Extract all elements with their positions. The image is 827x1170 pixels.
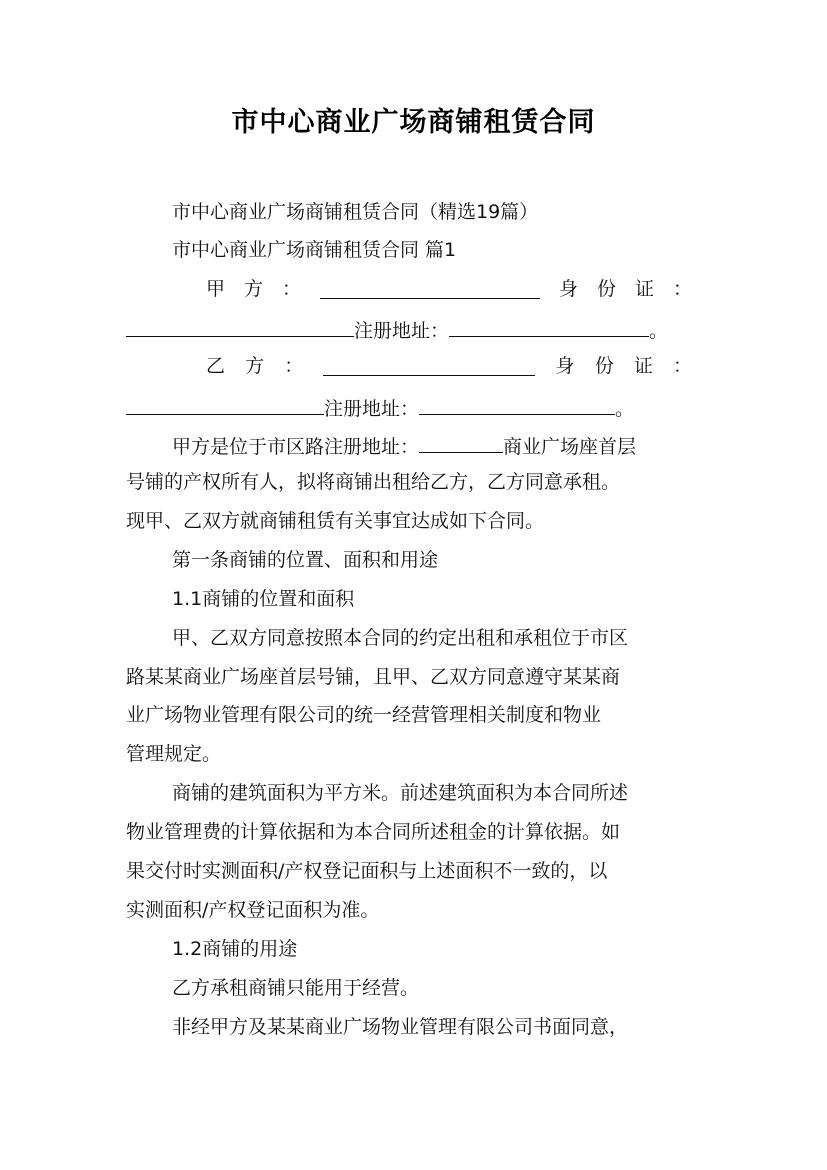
section-heading: 市中心商业广场商铺租赁合同 篇1: [172, 239, 457, 261]
subtitle-line: 市中心商业广场商铺租赁合同（精选19篇）: [172, 201, 539, 223]
paragraph-line: 非经甲方及某某商业广场物业管理有限公司书面同意，: [172, 1016, 629, 1038]
paragraph-text: 商业广场座首层: [503, 436, 637, 458]
paragraph-line: 业广场物业管理有限公司的统一经营管理相关制度和物业: [126, 704, 602, 726]
paragraph-line: 物业管理费的计算依据和为本合同所述租金的计算依据。如: [126, 821, 621, 843]
id-label-char: 身: [558, 278, 578, 300]
party-b-address-blank: [419, 396, 615, 415]
reg-address-label: 注册地址：: [354, 320, 450, 342]
id-label-char: 份: [594, 355, 614, 377]
party-a-line: [206, 280, 692, 299]
clause-heading: 1.2商铺的用途: [172, 938, 298, 960]
paragraph-line: 实测面积/产权登记面积为准。: [126, 899, 380, 921]
paragraph-line: 甲、乙双方同意按照本合同的约定出租和承租位于市区: [172, 627, 629, 649]
party-a-address-blank: [449, 318, 649, 337]
reg-address-label: 注册地址：: [324, 398, 420, 420]
paragraph-line: 管理规定。: [126, 743, 222, 765]
period: 。: [615, 398, 635, 420]
party-b-label-char: 方: [245, 355, 265, 377]
id-label-char: 份: [596, 278, 616, 300]
party-a-id-blank: [126, 318, 354, 337]
party-a-label-char: 方: [244, 278, 264, 300]
party-b-address-line: [126, 396, 634, 419]
paragraph-line: 现甲、乙双方就商铺租赁有关事宜达成如下合同。: [126, 510, 545, 532]
party-a-label-char: 甲: [206, 278, 226, 300]
party-a-address-line: [126, 318, 668, 341]
party-b-id-blank: [126, 396, 324, 415]
paragraph-text: 甲方是位于市区路注册地址：: [172, 436, 420, 458]
page-title: 市中心商业广场商铺租赁合同: [231, 107, 596, 138]
party-b-label-char: 乙: [206, 355, 226, 377]
paragraph-line: 果交付时实测面积/产权登记面积与上述面积不一致的，以: [126, 860, 608, 882]
article-heading: 第一条商铺的位置、面积和用途: [172, 549, 439, 571]
id-label-char: 证: [634, 278, 654, 300]
address-blank: [419, 434, 503, 453]
clause-heading: 1.1商铺的位置和面积: [172, 588, 355, 610]
colon: ：: [282, 278, 302, 300]
colon: ：: [672, 355, 692, 377]
party-a-name-blank: [320, 280, 540, 299]
paragraph-line: [172, 434, 636, 457]
colon: ：: [284, 355, 304, 377]
paragraph-line: 乙方承租商铺只能用于经营。: [172, 977, 420, 999]
paragraph-line: 路某某商业广场座首层号铺，且甲、乙双方同意遵守某某商: [126, 666, 621, 688]
period: 。: [649, 320, 669, 342]
paragraph-line: 商铺的建筑面积为平方米。前述建筑面积为本合同所述: [172, 782, 629, 804]
paragraph-line: 号铺的产权所有人，拟将商铺出租给乙方，乙方同意承租。: [126, 471, 621, 493]
party-b-line: [206, 357, 692, 376]
id-label-char: 证: [633, 355, 653, 377]
id-label-char: 身: [555, 355, 575, 377]
party-b-name-blank: [323, 357, 535, 376]
colon: ：: [672, 278, 692, 300]
